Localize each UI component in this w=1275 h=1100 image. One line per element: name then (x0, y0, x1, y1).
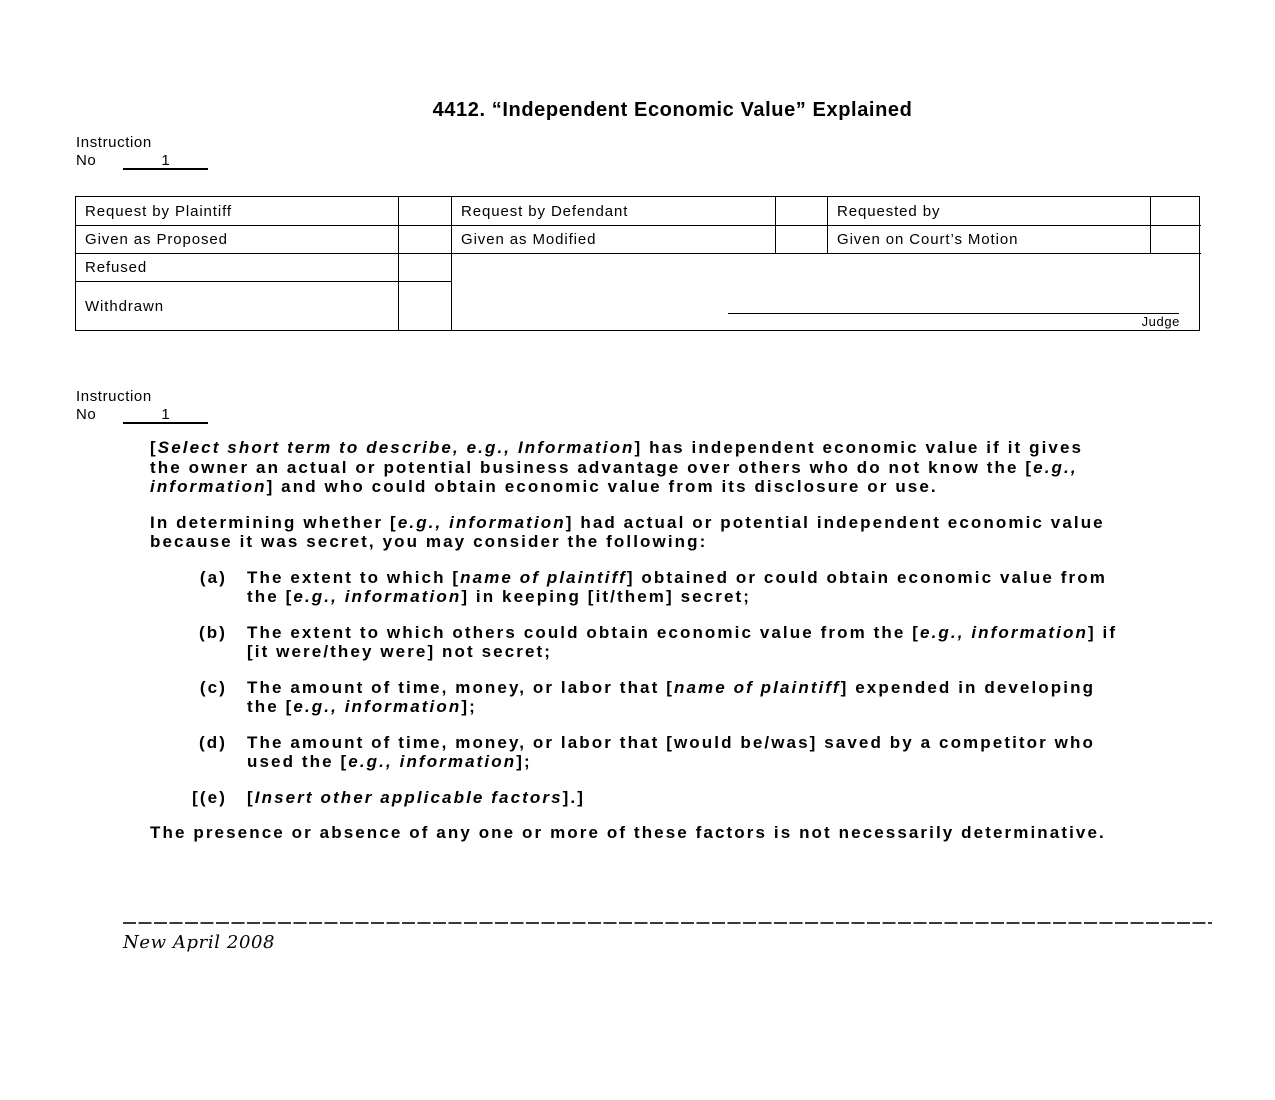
list-item-text: The extent to which others could obtain economic value from the [e.g., information] if [it were/they were] not secret; (247, 622, 1118, 661)
checkbox-withdrawn[interactable] (399, 282, 452, 330)
instruction-no-label: No (76, 406, 97, 423)
list-item-text: The amount of time, money, or labor that [would be/was] saved by a competitor who used the [e.g., information]; (247, 732, 1095, 771)
directive-text: e.g., information (150, 457, 1078, 496)
list-item (150, 568, 1118, 607)
directive-text: e.g., information (920, 622, 1088, 642)
directive-text: Insert other applicable factors (254, 787, 563, 807)
table-label-withdrawn: Withdrawn (76, 282, 399, 330)
instruction-body (150, 438, 1118, 859)
checkbox-request-by-defendant[interactable] (776, 197, 828, 226)
body-paragraph: The presence or absence of any one or more of these factors is not necessarily determinative. (150, 823, 1106, 842)
revision-date: New April 2008 (123, 932, 276, 953)
checkbox-given-as-proposed[interactable] (399, 226, 452, 254)
directive-text: Select short term to describe, e.g., Information (157, 438, 635, 457)
list-item-label: (d) (198, 732, 227, 752)
instruction-label: Instruction (76, 388, 152, 405)
list-item-label: [(e) (192, 787, 227, 807)
checkbox-given-on-courts-motion[interactable] (1151, 226, 1201, 254)
instruction-number-field[interactable] (123, 152, 208, 170)
directive-text: e.g., information (293, 587, 462, 606)
judge-signature-cell (452, 254, 1201, 330)
list-item-text: [Insert other applicable factors].] (247, 787, 586, 807)
instruction-no-label: No (76, 152, 97, 169)
directive-text: e.g., information (348, 752, 517, 771)
instruction-number-block-bottom (76, 388, 208, 424)
directive-text: e.g., information (397, 512, 566, 532)
checkbox-given-as-modified[interactable] (776, 226, 828, 254)
body-paragraph: [Select short term to describe, e.g., Information] has independent economic value if it gives the owner an actual or potential business advantage over others who do not know the [e.g., information] and who could obtain economic value from its disclosure or use. (150, 438, 1084, 496)
directive-text: name of plaintiff (460, 567, 627, 587)
list-item (150, 623, 1118, 662)
list-item-label: (c) (199, 677, 227, 697)
directive-text: e.g., information (293, 697, 462, 716)
instruction-status-table (75, 196, 1200, 331)
table-label-given-as-proposed: Given as Proposed (76, 226, 399, 254)
checkbox-request-by-plaintiff[interactable] (399, 197, 452, 226)
signature-divider (123, 922, 1212, 924)
instruction-label: Instruction (76, 134, 152, 151)
table-label-given-on-courts-motion: Given on Court’s Motion (828, 226, 1151, 254)
list-item (150, 788, 1118, 808)
list-item (150, 678, 1118, 717)
table-label-given-as-modified: Given as Modified (452, 226, 776, 254)
checkbox-refused[interactable] (399, 254, 452, 282)
table-label-refused: Refused (76, 254, 399, 282)
table-label-request-by-defendant: Request by Defendant (452, 197, 776, 226)
body-paragraph: In determining whether [e.g., information] had actual or potential independent economic value because it was secret, you may consider the following: (150, 512, 1105, 551)
instruction-number-field[interactable] (123, 406, 208, 424)
list-item-label: (a) (199, 567, 227, 587)
list-item-text: The amount of time, money, or labor that [name of plaintiff] expended in developing the [e.g., information]; (247, 677, 1096, 716)
instruction-number-block-top (76, 134, 208, 170)
judge-signature-line[interactable] (728, 313, 1179, 314)
table-label-request-by-plaintiff: Request by Plaintiff (76, 197, 399, 226)
list-item-label: (b) (198, 622, 227, 642)
instruction-number-value: 1 (161, 406, 171, 423)
list-item (150, 733, 1118, 772)
list-item-text: The extent to which [name of plaintiff] obtained or could obtain economic value from the [e.g., information] in keeping [it/them] secret; (247, 567, 1107, 606)
directive-text: name of plaintiff (673, 677, 841, 697)
checkbox-requested-by[interactable] (1151, 197, 1201, 226)
instruction-number-value: 1 (161, 152, 171, 169)
judge-label: Judge (1141, 314, 1180, 329)
page-title: 4412. “Independent Economic Value” Explained (432, 99, 913, 121)
table-label-requested-by: Requested by (828, 197, 1151, 226)
